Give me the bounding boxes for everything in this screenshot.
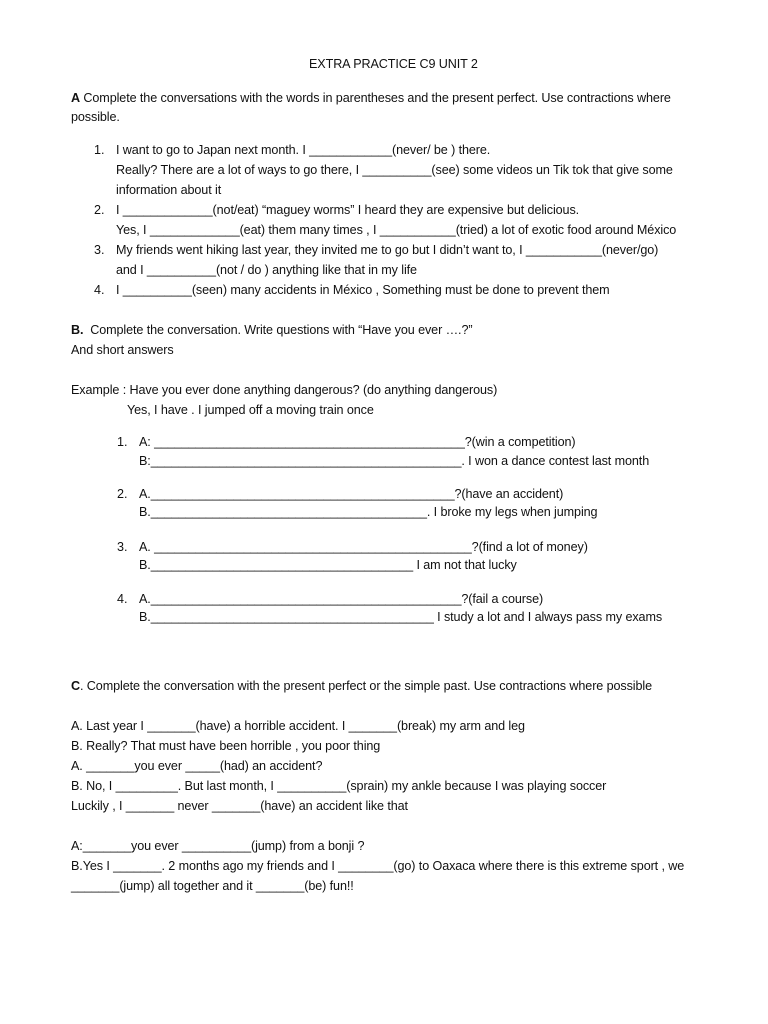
example-question: Example : Have you ever done anything dangerous? (do anything dangerous) [71,383,498,397]
a-item-line: and I __________(not / do ) anything like that in my life [116,263,417,277]
page-title: EXTRA PRACTICE C9 UNIT 2 [309,57,478,71]
section-a-instruction-cont: possible. [71,110,120,124]
a-item-line: I _____________(not/eat) “maguey worms” I heard they are expensive but delicious. [116,203,580,217]
b-item-number: 3. [117,540,128,554]
a-item-line: My friends went hiking last year, they invited me to go but I didn’t want to, I ___________(never/go) [116,243,659,257]
b-item-answer: B._________________________________________ I study a lot and I always pass my exams [139,610,663,624]
section-a-label: A [71,91,80,105]
a-item-line: I __________(seen) many accidents in México , Something must be done to prevent them [116,283,610,297]
b-item-question: A. ______________________________________________?(find a lot of money) [139,540,588,554]
c-dialog-line: B. No, I _________. But last month, I __________(sprain) my ankle because I was playing soccer [71,779,607,793]
section-b-instruction [71,320,472,340]
b-item-question: A._____________________________________________?(fail a course) [139,592,544,606]
section-b-instruction-cont: And short answers [71,343,174,357]
a-item-line: Really? There are a lot of ways to go there, I __________(see) some videos un Tik tok that give some [116,163,673,177]
a-item-number: 4. [94,283,105,297]
section-c-label: C [71,679,80,693]
a-item-number: 2. [94,203,105,217]
section-b-label: B. [71,323,84,337]
section-c-instruction [71,676,652,696]
a-item-line: I want to go to Japan next month. I ____________(never/ be ) there. [116,143,491,157]
a-item-line: Yes, I _____________(eat) them many times , I ___________(tried) a lot of exotic food around México [116,223,677,237]
c-dialog-line: B. Really? That must have been horrible , you poor thing [71,739,381,753]
section-a-instruction [71,88,671,108]
c-dialog-line: B.Yes I _______. 2 months ago my friends and I ________(go) to Oaxaca where there is this extreme sport , we [71,859,685,873]
section-c-instruction-text: . Complete the conversation with the present perfect or the simple past. Use contractions where possible [80,679,653,693]
b-item-answer: B:_____________________________________________. I won a dance contest last month [139,454,650,468]
section-b-instruction-text: Complete the conversation. Write questions with “Have you ever ….?” [83,323,473,337]
c-dialog-line: A. _______you ever _____(had) an accident? [71,759,323,773]
section-a-instruction-text: Complete the conversations with the words in parentheses and the present perfect. Use contractions where [80,91,671,105]
b-item-question: A.____________________________________________?(have an accident) [139,487,564,501]
c-dialog-line: _______(jump) all together and it _______(be) fun!! [71,879,354,893]
a-item-number: 1. [94,143,105,157]
a-item-number: 3. [94,243,105,257]
b-item-number: 1. [117,435,128,449]
c-dialog-line: A. Last year I _______(have) a horrible accident. I _______(break) my arm and leg [71,719,525,733]
a-item-line: information about it [116,183,222,197]
b-item-question: A: _____________________________________________?(win a competition) [139,435,576,449]
b-item-number: 4. [117,592,128,606]
c-dialog-line: Luckily , I _______ never _______(have) an accident like that [71,799,408,813]
example-answer: Yes, I have . I jumped off a moving train once [127,403,374,417]
b-item-number: 2. [117,487,128,501]
b-item-answer: B.________________________________________. I broke my legs when jumping [139,505,598,519]
c-dialog-line: A:_______you ever __________(jump) from a bonji ? [71,839,365,853]
b-item-answer: B.______________________________________ I am not that lucky [139,558,517,572]
